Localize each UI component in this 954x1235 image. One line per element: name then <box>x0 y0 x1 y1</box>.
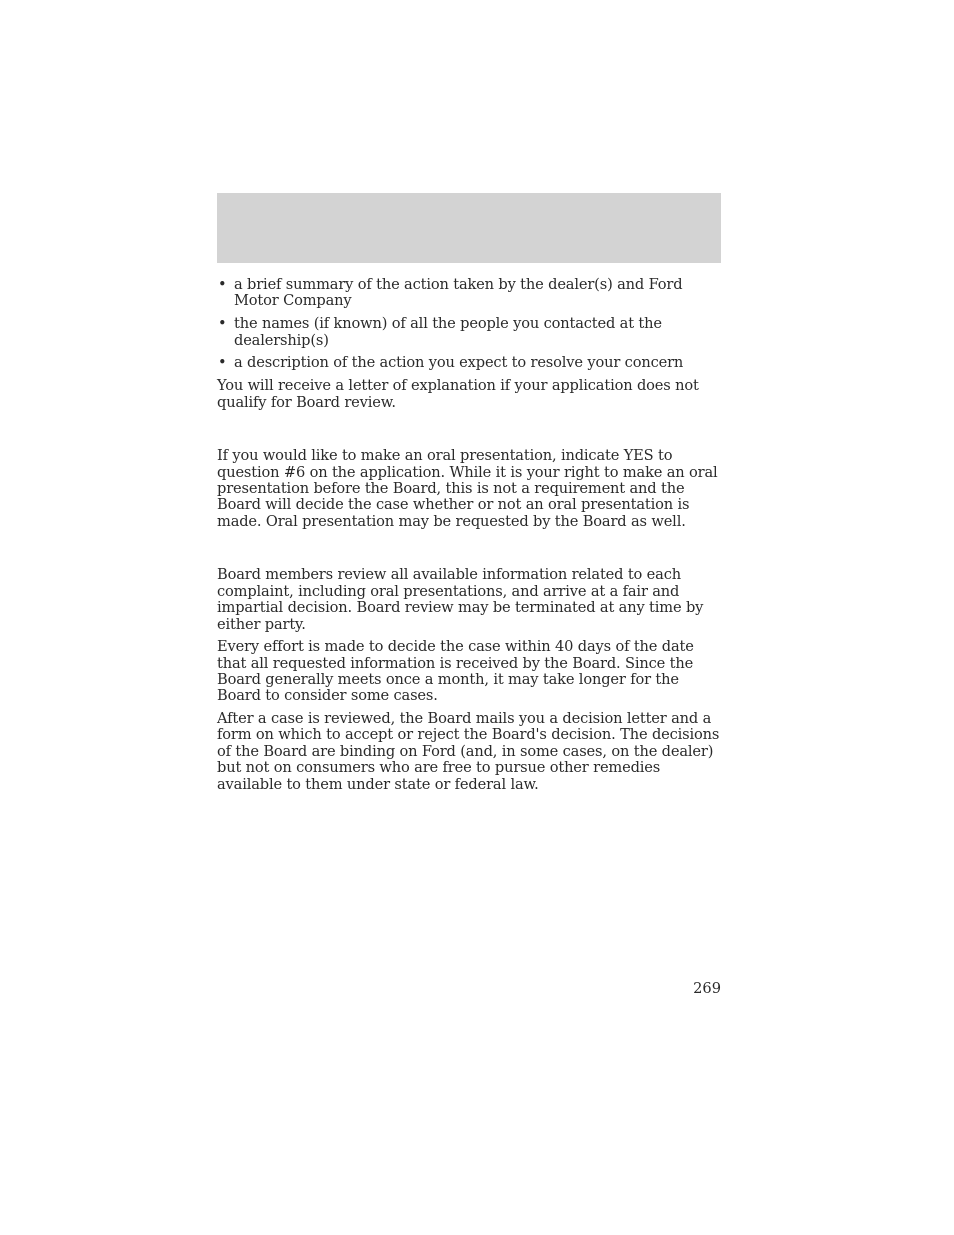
requirements-list <box>217 277 721 372</box>
list-item <box>217 277 721 310</box>
page-content <box>217 277 721 799</box>
bullet-icon: • <box>218 315 227 333</box>
section-spacer <box>217 536 721 567</box>
letter-explanation-paragraph: You will receive a letter of explanation if your application does not qualify for Board review. <box>217 377 699 411</box>
bullet-icon: • <box>218 354 227 372</box>
bullet-icon: • <box>218 276 227 293</box>
list-item <box>217 316 721 349</box>
decision-letter-paragraph: After a case is reviewed, the Board mails you a decision letter and a form on which to accept or reject the Board's decision. The decisions of the Board are binding on Ford (and, in some cases, on the dealer) but not on consumers who are free to pursue other remedies available to them under state or federal law. <box>217 710 720 793</box>
list-item-text: a description of the action you expect to resolve your concern <box>234 354 684 372</box>
list-item-text: a brief summary of the action taken by the dealer(s) and Ford Motor Company <box>234 276 683 310</box>
forty-days-paragraph: Every effort is made to decide the case within 40 days of the date that all requested information is received by the Board. Since the Board generally meets once a month, it may take longer for the Board to consider some cases. <box>217 638 694 705</box>
list-item-text: the names (if known) of all the people you contacted at the dealership(s) <box>234 315 662 349</box>
section-spacer <box>217 417 721 448</box>
list-item <box>217 355 721 371</box>
board-review-paragraph: Board members review all available information related to each complaint, including oral presentations, and arrive at a fair and impartial decision. Board review may be terminated at any time by either party. <box>217 566 704 633</box>
page-number: 269 <box>693 980 721 997</box>
section-header-band <box>217 193 721 263</box>
oral-presentation-paragraph: If you would like to make an oral presentation, indicate YES to question #6 on the application. While it is your right to make an oral presentation before the Board, this is not a requirement and the Board will decide the case whether or not an oral presentation is made. Oral presentation may be requested by the Board as well. <box>217 447 718 530</box>
